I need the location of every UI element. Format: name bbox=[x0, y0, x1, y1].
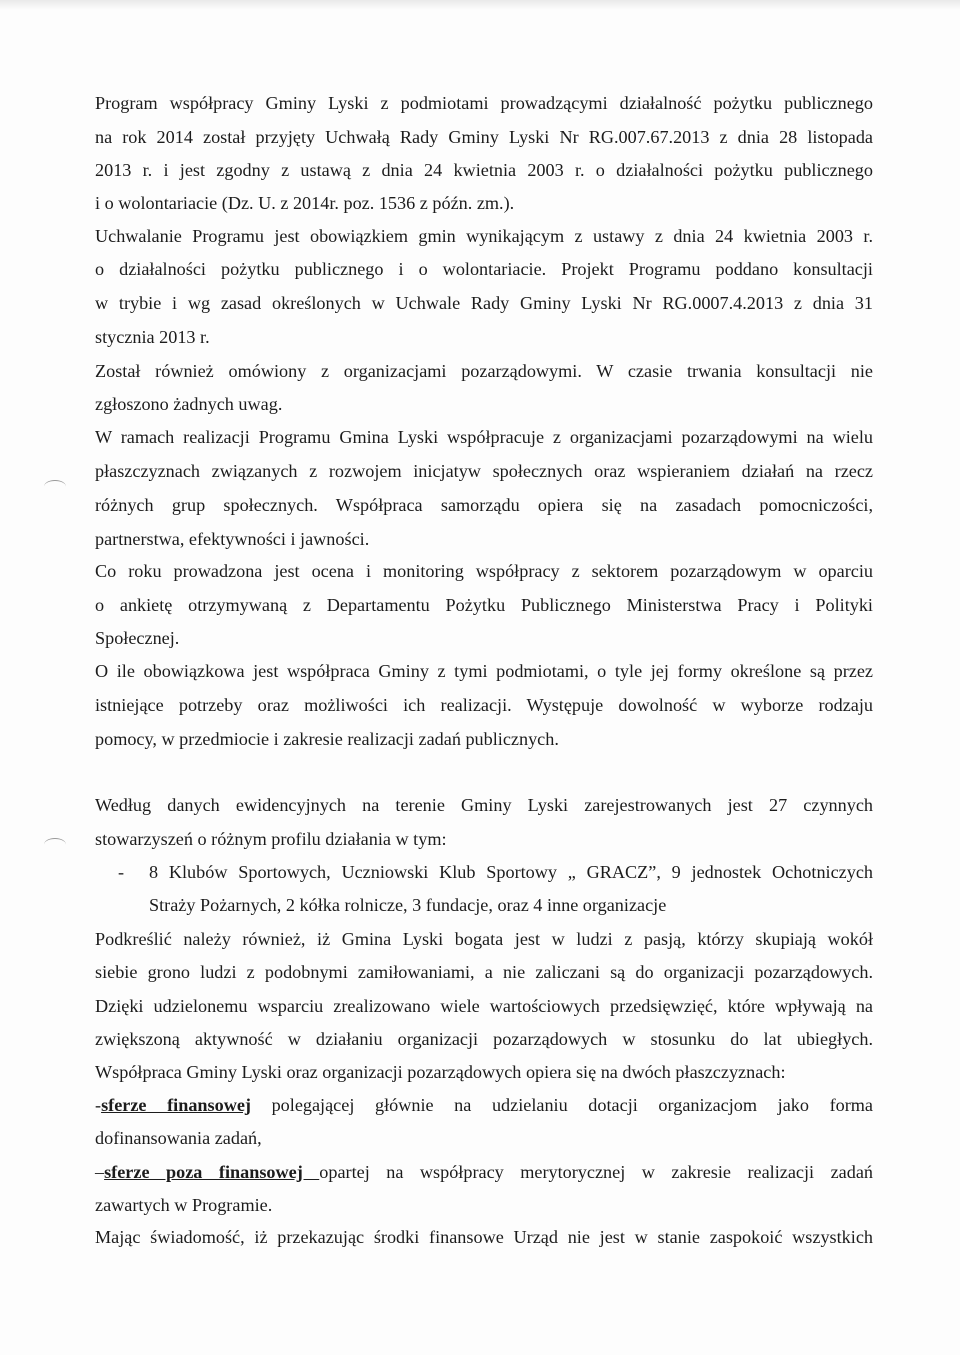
text-line: i o wolontariacie (Dz. U. z 2014r. poz. 1536 z późn. zm.). bbox=[95, 193, 515, 213]
sphere-financial-dash: - bbox=[95, 1095, 102, 1115]
sphere-nonfinancial-line bbox=[95, 1157, 873, 1187]
list-bullet-dash: - bbox=[118, 862, 125, 882]
text-line: na rok 2014 został przyjęty Uchwałą Rady Gminy Lyski Nr RG.007.67.2013 z dnia 28 listopada bbox=[95, 127, 873, 147]
scan-margin-mark bbox=[44, 838, 66, 851]
text-line: istniejące potrzeby oraz możliwości ich realizacji. Występuje dowolność w wyborze rodzaju bbox=[95, 695, 873, 715]
text-line: stycznia 2013 r. bbox=[95, 327, 210, 347]
sphere-financial-term: sferze finansowej bbox=[101, 1095, 251, 1115]
sphere-nonfinancial-dash: – bbox=[95, 1162, 105, 1182]
list-item bbox=[118, 857, 873, 887]
text-line: Program współpracy Gminy Lyski z podmiotami prowadzącymi działalność pożytku publicznego bbox=[95, 93, 873, 113]
text-line: płaszczyznach związanych z rozwojem inicjatyw społecznych oraz wspieraniem działań na rzecz bbox=[95, 461, 873, 481]
text-line: pomocy, w przedmiocie i zakresie realizacji zadań publicznych. bbox=[95, 729, 559, 749]
text-line: siebie grono ludzi z podobnymi zamiłowaniami, a nie zaliczani są do organizacji pozarządowych. bbox=[95, 962, 873, 982]
scan-margin-mark bbox=[44, 480, 66, 493]
text-line: Społecznej. bbox=[95, 628, 180, 648]
text-line: różnych grup społecznych. Współpraca samorządu opiera się na zasadach pomocniczości, bbox=[95, 495, 873, 515]
sphere-nonfinancial-text: opartej na współpracy merytorycznej w zakresie realizacji zadań bbox=[319, 1162, 873, 1182]
sphere-nonfinancial-term: sferze poza finansowej bbox=[104, 1162, 320, 1182]
text-line: Współpraca Gminy Lyski oraz organizacji pozarządowych opiera się na dwóch płaszczyznach: bbox=[95, 1062, 786, 1082]
text-line: dofinansowania zadań, bbox=[95, 1128, 262, 1148]
list-item-continuation: Straży Pożarnych, 2 kółka rolnicze, 3 fundacje, oraz 4 inne organizacje bbox=[149, 895, 667, 915]
sphere-financial-line bbox=[95, 1090, 873, 1120]
text-line: W ramach realizacji Programu Gmina Lyski współpracuje z organizacjami pozarządowymi na wielu bbox=[95, 427, 873, 447]
text-line: Według danych ewidencyjnych na terenie Gminy Lyski zarejestrowanych jest 27 czynnych bbox=[95, 795, 873, 815]
text-line: zwiększoną aktywność w działaniu organizacji pozarządowych w stosunku do lat ubiegłych. bbox=[95, 1029, 873, 1049]
text-line: zgłoszono żadnych uwag. bbox=[95, 394, 283, 414]
text-line: Został również omówiony z organizacjami pozarządowymi. W czasie trwania konsultacji nie bbox=[95, 361, 873, 381]
text-line: 2013 r. i jest zgodny z ustawą z dnia 24 kwietnia 2003 r. o działalności pożytku publicznego bbox=[95, 160, 873, 180]
text-line: stowarzyszeń o różnym profilu działania w tym: bbox=[95, 829, 447, 849]
sphere-financial-text: polegającej głównie na udzielaniu dotacji organizacjom jako forma bbox=[250, 1095, 873, 1115]
text-line: Podkreślić należy również, iż Gmina Lyski bogata jest w ludzi z pasją, którzy skupiają wokół bbox=[95, 929, 873, 949]
text-line: w trybie i wg zasad określonych w Uchwale Rady Gminy Lyski Nr RG.0007.4.2013 z dnia 31 bbox=[95, 293, 873, 313]
text-line: zawartych w Programie. bbox=[95, 1195, 273, 1215]
text-line: o ankietę otrzymywaną z Departamentu Pożytku Publicznego Ministerstwa Pracy i Polityki bbox=[95, 595, 873, 615]
list-item-text: 8 Klubów Sportowych, Uczniowski Klub Sportowy „ GRACZ”, 9 jednostek Ochotniczych bbox=[149, 862, 873, 882]
text-line: Dzięki udzielonemu wsparciu zrealizowano wiele wartościowych przedsięwzięć, które wpływają na bbox=[95, 996, 873, 1016]
text-line: Co roku prowadzona jest ocena i monitoring współpracy z sektorem pozarządowym w oparciu bbox=[95, 561, 873, 581]
text-line: Uchwalanie Programu jest obowiązkiem gmin wynikającym z ustawy z dnia 24 kwietnia 2003 r. bbox=[95, 226, 873, 246]
text-line: O ile obowiązkowa jest współpraca Gminy z tymi podmiotami, o tyle jej formy określone są przez bbox=[95, 661, 873, 681]
text-line: partnerstwa, efektywności i jawności. bbox=[95, 529, 370, 549]
text-line: o działalności pożytku publicznego i o wolontariacie. Projekt Programu poddano konsultacji bbox=[95, 259, 873, 279]
scan-edge-shadow bbox=[0, 0, 960, 10]
text-line: Mając świadomość, iż przekazując środki finansowe Urząd nie jest w stanie zaspokoić wszystkich bbox=[95, 1227, 873, 1247]
